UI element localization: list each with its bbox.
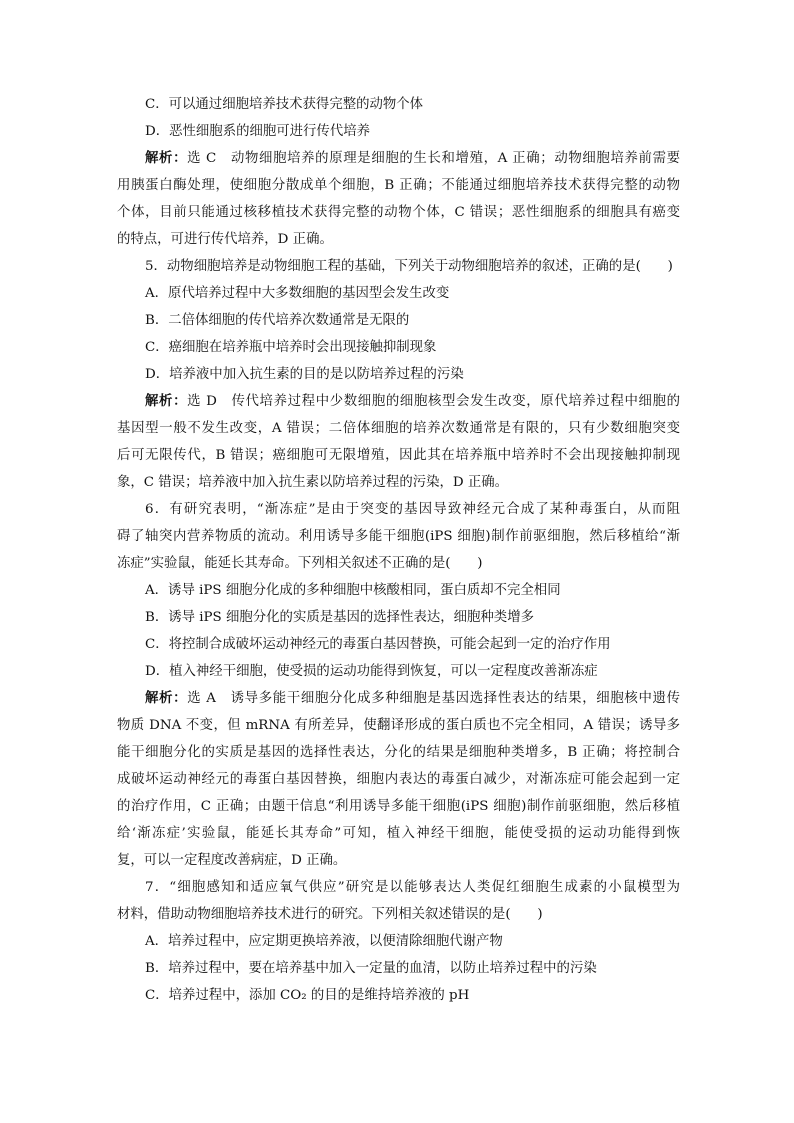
line-text: B．二倍体细胞的传代培养次数通常是无限的 — [145, 313, 410, 328]
line-text: A．诱导 iPS 细胞分化成的多种细胞中核酸相同，蛋白质却不完全相同 — [145, 583, 561, 598]
text-line — [117, 550, 680, 577]
line-text: 复，可以一定程度改善病症，D 正确。 — [117, 853, 347, 868]
text-line — [117, 955, 680, 982]
text-line — [117, 874, 680, 901]
line-text: 给‘渐冻症’实验鼠，能延长其寿命”可知，植入神经干细胞，能使受损的运动功能得到恢 — [117, 826, 680, 841]
line-text: C．将控制合成破坏运动神经元的毒蛋白基因替换，可能会起到一定的治疗作用 — [145, 637, 611, 652]
line-text: 5．动物细胞培养是动物细胞工程的基础，下列关于动物细胞培养的叙述，正确的是( ) — [145, 259, 673, 274]
analysis-label: 解析： — [145, 691, 188, 706]
line-text: 冻症”实验鼠，能延长其寿命。下列相关叙述不正确的是( ) — [117, 556, 483, 571]
text-line — [117, 415, 680, 442]
analysis-line — [117, 388, 680, 415]
text-line — [117, 793, 680, 820]
text-line — [117, 577, 680, 604]
line-text: 能干细胞分化的实质是基因的选择性表达，分化的结果是细胞种类增多，B 正确；将控制合 — [117, 745, 680, 760]
text-line — [117, 469, 680, 496]
line-text: 成破坏运动神经元的毒蛋白基因替换，细胞内表达的毒蛋白减少，对渐冻症可能会起到一定 — [117, 772, 680, 787]
line-text: 材料，借助动物细胞培养技术进行的研究。下列相关叙述错误的是( ) — [117, 907, 543, 922]
line-text: 7．“细胞感知和适应氧气供应”研究是以能够表达人类促红细胞生成素的小鼠模型为 — [145, 880, 680, 895]
line-text: B．诱导 iPS 细胞分化的实质是基因的选择性表达，细胞种类增多 — [145, 610, 534, 625]
analysis-line — [117, 685, 680, 712]
text-line — [117, 631, 680, 658]
text-line — [117, 982, 680, 1009]
document-body — [117, 91, 680, 1009]
text-line — [117, 928, 680, 955]
text-line — [117, 253, 680, 280]
text-line — [117, 172, 680, 199]
text-line — [117, 739, 680, 766]
line-text: 碍了轴突内营养物质的流动。利用诱导多能干细胞(iPS 细胞)制作前驱细胞，然后移植给“渐 — [117, 529, 680, 544]
analysis-line — [117, 145, 680, 172]
line-text: 6．有研究表明，“渐冻症”是由于突变的基因导致神经元合成了某种毒蛋白，从而阻 — [145, 502, 680, 517]
text-line — [117, 226, 680, 253]
line-text: B．培养过程中，要在培养基中加入一定量的血清，以防止培养过程中的污染 — [145, 961, 597, 976]
line-text: 的特点，可进行传代培养，D 正确。 — [117, 232, 333, 247]
text-line — [117, 658, 680, 685]
text-line — [117, 280, 680, 307]
line-text: 选 D 传代培养过程中少数细胞的细胞核型会发生改变，原代培养过程中细胞的 — [187, 394, 680, 409]
text-line — [117, 901, 680, 928]
text-line — [117, 496, 680, 523]
text-line — [117, 820, 680, 847]
text-line — [117, 523, 680, 550]
line-text: 象，C 错误；培养液中加入抗生素以防培养过程的污染，D 正确。 — [117, 475, 509, 490]
text-line — [117, 91, 680, 118]
text-line — [117, 847, 680, 874]
line-text: 选 A 诱导多能干细胞分化成多种细胞是基因选择性表达的结果，细胞核中遗传 — [187, 691, 680, 706]
line-text: D．恶性细胞系的细胞可进行传代培养 — [145, 124, 370, 139]
line-text: 基因型一般不发生改变，A 错误；二倍体细胞的培养次数通常是有限的，只有少数细胞突变 — [117, 421, 680, 436]
line-text: A．原代培养过程中大多数细胞的基因型会发生改变 — [145, 286, 450, 301]
line-text: C．癌细胞在培养瓶中培养时会出现接触抑制现象 — [145, 340, 437, 355]
line-text: 个体，目前只能通过核移植技术获得完整的动物个体，C 错误；恶性细胞系的细胞具有癌变 — [117, 205, 680, 220]
line-text: 用胰蛋白酶处理，使细胞分散成单个细胞，B 正确；不能通过细胞培养技术获得完整的动物 — [117, 178, 680, 193]
text-line — [117, 712, 680, 739]
text-line — [117, 442, 680, 469]
text-line — [117, 361, 680, 388]
text-line — [117, 334, 680, 361]
text-line — [117, 766, 680, 793]
line-text: D．植入神经干细胞，使受损的运动功能得到恢复，可以一定程度改善渐冻症 — [145, 664, 598, 679]
text-line — [117, 604, 680, 631]
line-text: D．培养液中加入抗生素的目的是以防培养过程的污染 — [145, 367, 464, 382]
line-text: A．培养过程中，应定期更换培养液，以便清除细胞代谢产物 — [145, 934, 503, 949]
line-text: 物质 DNA 不变，但 mRNA 有所差异，使翻译形成的蛋白质也不完全相同，A 错误；诱导多 — [117, 718, 680, 733]
text-line — [117, 307, 680, 334]
line-text: 选 C 动物细胞培养的原理是细胞的生长和增殖，A 正确；动物细胞培养前需要 — [187, 151, 680, 166]
line-text: C．可以通过细胞培养技术获得完整的动物个体 — [145, 97, 424, 112]
analysis-label: 解析： — [145, 394, 188, 409]
line-text: 的治疗作用，C 正确；由题干信息“利用诱导多能干细胞(iPS 细胞)制作前驱细胞，然后移植 — [117, 799, 680, 814]
line-text: 后可无限传代，B 错误；癌细胞可无限增殖，因此其在培养瓶中培养时不会出现接触抑制现 — [117, 448, 680, 463]
text-line — [117, 199, 680, 226]
text-line — [117, 118, 680, 145]
line-text: C．培养过程中，添加 CO₂ 的目的是维持培养液的 pH — [145, 988, 470, 1003]
analysis-label: 解析： — [145, 151, 188, 166]
